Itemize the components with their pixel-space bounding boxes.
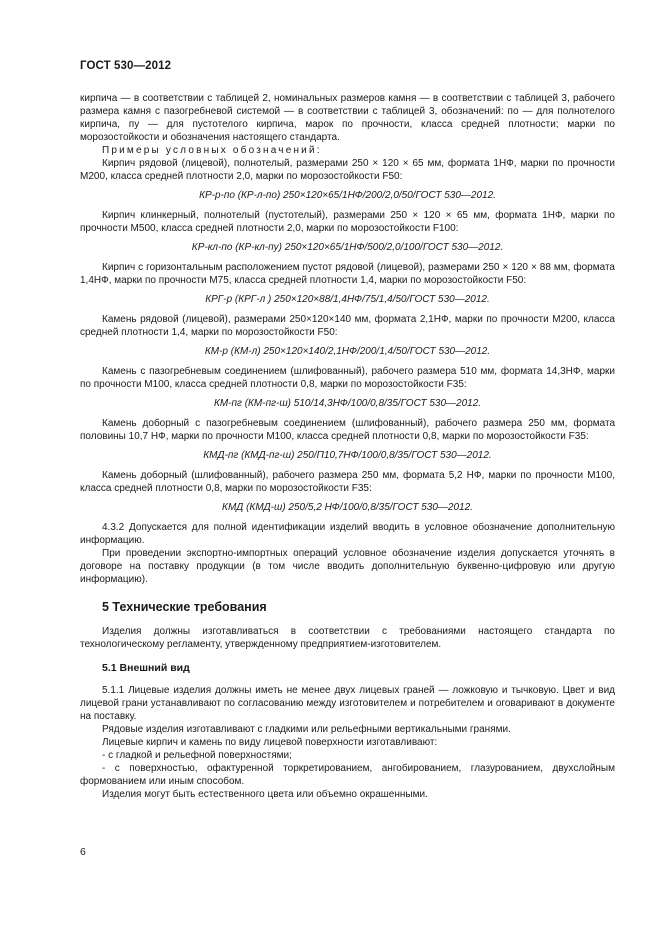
section-5-heading: 5 Технические требования <box>102 600 267 614</box>
examples-heading: Примеры условных обозначений: <box>102 145 322 156</box>
export-paragraph: При проведении экспортно-импортных операций условное обозначение изделия допускается уточнять в договоре на поставку продукции (в том числе вводить дополнительную буквенно-цифровую или другую информацию). <box>80 548 615 585</box>
example-7-description: Камень доборный (шлифованный), рабочего размера 250 мм, формата 5,2 НФ, марки по прочности М100, класса средней плотности 0,8, марки по морозостойкости F35: <box>80 470 615 494</box>
example-2-description: Кирпич клинкерный, полнотелый (пустотелый), размерами 250 × 120 × 65 мм, формата 1НФ, марки по прочности М500, класса средней плотности 2,0, марки по морозостойкости F100: <box>80 210 615 234</box>
example-2-designation: КР-кл-по (КР-кл-пу) 250×120×65/1НФ/500/2,0/100/ГОСТ 530—2012. <box>191 242 504 253</box>
color-paragraph: Изделия могут быть естественного цвета или объемно окрашенными. <box>102 789 428 800</box>
clause-5-1-1: 5.1.1 Лицевые изделия должны иметь не менее двух лицевых граней — ложковую и тычковую. Цвет и вид лицевой грани устанавливают по согласованию между изготовителем и потребителем и оговаривают в документе на поставку. <box>80 685 615 722</box>
clause-4-3-2: 4.3.2 Допускается для полной идентификации изделий вводить в условное обозначение дополнительную информацию. <box>80 522 615 546</box>
example-4-designation: КМ-р (КМ-л) 250×120×140/2,1НФ/200/1,4/50/ГОСТ 530—2012. <box>204 346 491 357</box>
example-6-designation: КМД-пг (КМД-пг-ш) 250/П10,7НФ/100/0,8/35/ГОСТ 530—2012. <box>203 450 492 461</box>
example-3-designation: КРГ-р (КРГ-л ) 250×120×88/1,4НФ/75/1,4/50/ГОСТ 530—2012. <box>205 294 490 305</box>
section-5-intro: Изделия должны изготавливаться в соответствии с требованиями настоящего стандарта по технологическому регламенту, утвержденному предприятием-изготовителем. <box>80 626 615 650</box>
example-1-description: Кирпич рядовой (лицевой), полнотелый, размерами 250 × 120 × 65 мм, формата 1НФ, марки по прочности М200, класса средней плотности 2,0, марки по морозостойкости F50: <box>80 158 615 182</box>
example-6-description: Камень доборный с пазогребневым соединением (шлифованный), рабочего размера 250 мм, формата половины 10,7 НФ, марки по прочности М100, класса средней плотности 0,8, марки по морозостойкости F35: <box>80 418 615 442</box>
intro-paragraph: кирпича — в соответствии с таблицей 2, номинальных размеров камня — в соответствии с таблицей 3, рабочего размера камня с пазогребневой системой — в соответствии с таблицей 3, обозначений: по — для полнотелого кирпича, пу — для пустотелого кирпича, марок по прочности, класса средней плотности; марки по морозостойкости и обозначения настоящего стандарта. <box>80 93 615 143</box>
page-number: 6 <box>80 846 86 858</box>
example-4-description: Камень рядовой (лицевой), размерами 250×120×140 мм, формата 2,1НФ, марки по прочности М200, класса средней плотности 1,4, марки по морозостойкости F50: <box>80 314 615 338</box>
document-body <box>80 92 615 801</box>
list-item: - с гладкой и рельефной поверхностями; <box>102 750 292 761</box>
example-3-description: Кирпич с горизонтальным расположением пустот рядовой (лицевой), размерами 250 × 120 × 88 мм, формата 1,4НФ, марки по прочности М75, класса средней плотности 1,4, марки по морозостойкости F50: <box>80 262 615 286</box>
example-5-designation: КМ-пг (КМ-пг-ш) 510/14,3НФ/100/0,8/35/ГОСТ 530—2012. <box>213 398 482 409</box>
facing-products-paragraph: Лицевые кирпич и камень по виду лицевой поверхности изготавливают: <box>102 737 438 748</box>
ordinary-products-paragraph: Рядовые изделия изготавливают с гладкими или рельефными вертикальными гранями. <box>102 724 511 735</box>
example-5-description: Камень с пазогребневым соединением (шлифованный), рабочего размера 510 мм, формата 14,3НФ, марки по прочности М100, класса средней плотности 0,8, марки по морозостойкости F35: <box>80 366 615 390</box>
subsection-5-1-heading: 5.1 Внешний вид <box>102 662 190 674</box>
example-1-designation: КР-р-по (КР-л-по) 250×120×65/1НФ/200/2,0/50/ГОСТ 530—2012. <box>199 190 496 201</box>
list-item: - с поверхностью, офактуренной торкретированием, ангобированием, глазурованием, двухслойным формованием или иным способом. <box>80 763 615 787</box>
example-7-designation: КМД (КМД-ш) 250/5,2 НФ/100/0,8/35/ГОСТ 530—2012. <box>222 502 473 513</box>
document-header: ГОСТ 530—2012 <box>80 60 172 72</box>
